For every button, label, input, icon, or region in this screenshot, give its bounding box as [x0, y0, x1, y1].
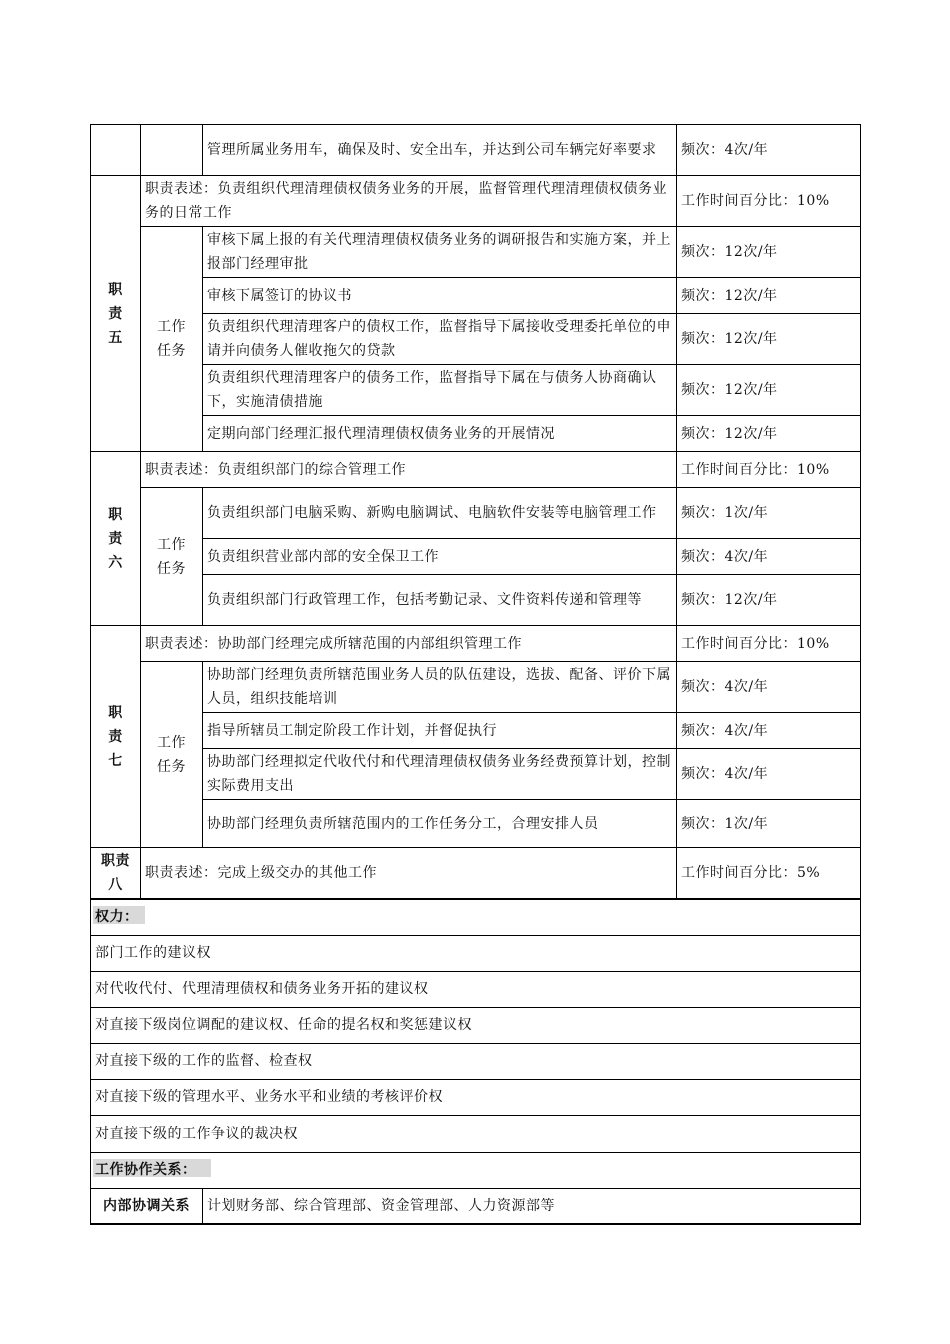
task-text: 负责组织营业部内部的安全保卫工作	[203, 539, 677, 575]
power-item: 对代收代付、代理清理债权和债务业务开拓的建议权	[91, 971, 861, 1007]
powers-header: 权力：	[91, 899, 861, 935]
duty-seven-statement: 职责表述：协助部门经理完成所辖范围的内部组织管理工作	[141, 626, 677, 662]
table-row	[91, 626, 861, 662]
table-row	[91, 314, 861, 365]
table-row	[91, 278, 861, 314]
table-row	[91, 1152, 861, 1188]
duty-eight-statement: 职责表述：完成上级交办的其他工作	[141, 848, 677, 900]
duty-six-task-label: 工作 任务	[141, 488, 203, 626]
duty-five-label: 职 责 五	[91, 176, 141, 452]
table-row	[91, 662, 861, 713]
task-text: 负责组织部门电脑采购、新购电脑调试、电脑软件安装等电脑管理工作	[203, 488, 677, 539]
duty-five-percent: 工作时间百分比：10%	[677, 176, 861, 227]
table-row	[91, 488, 861, 539]
table-row	[91, 800, 861, 848]
list-item	[91, 1007, 861, 1043]
task-text: 协助部门经理负责所辖范围业务人员的队伍建设，选拔、配备、评价下属人员，组织技能培训	[203, 662, 677, 713]
duty-five-task-label: 工作 任务	[141, 227, 203, 452]
job-description-page	[90, 124, 860, 1225]
task-frequency: 频次：12次/年	[677, 227, 861, 278]
task-text: 负责组织代理清理客户的债务工作，监督指导下属在与债务人协商确认下，实施清债措施	[203, 365, 677, 416]
power-item: 对直接下级岗位调配的建议权、任命的提名权和奖惩建议权	[91, 1007, 861, 1043]
duty-six-percent: 工作时间百分比：10%	[677, 452, 861, 488]
task-frequency: 频次：1次/年	[677, 488, 861, 539]
task-frequency: 频次：12次/年	[677, 575, 861, 626]
list-item	[91, 1043, 861, 1079]
power-item: 对直接下级的管理水平、业务水平和业绩的考核评价权	[91, 1079, 861, 1115]
empty-cell	[141, 125, 203, 176]
power-item: 部门工作的建议权	[91, 935, 861, 971]
list-item	[91, 1079, 861, 1115]
task-text: 负责组织代理清理客户的债权工作，监督指导下属接收受理委托单位的申请并向债务人催收拖欠的贷款	[203, 314, 677, 365]
task-frequency: 频次：12次/年	[677, 416, 861, 452]
table-row	[91, 452, 861, 488]
table-row	[91, 227, 861, 278]
task-text: 审核下属签订的协议书	[203, 278, 677, 314]
empty-cell	[91, 125, 141, 176]
table-row	[91, 176, 861, 227]
duty-seven-label: 职 责 七	[91, 626, 141, 848]
table-row	[91, 1188, 861, 1224]
duty-six-label: 职 责 六	[91, 452, 141, 626]
table-row	[91, 365, 861, 416]
task-frequency: 频次：4次/年	[677, 749, 861, 800]
table-row	[91, 713, 861, 749]
table-row	[91, 125, 861, 176]
task-text: 协助部门经理拟定代收代付和代理清理债权债务业务经费预算计划，控制实际费用支出	[203, 749, 677, 800]
task-frequency: 频次：4次/年	[677, 125, 861, 176]
duty-six-statement: 职责表述：负责组织部门的综合管理工作	[141, 452, 677, 488]
task-frequency: 频次：12次/年	[677, 365, 861, 416]
duty-seven-task-label: 工作 任务	[141, 662, 203, 848]
internal-relation-value: 计划财务部、综合管理部、资金管理部、人力资源部等	[203, 1188, 861, 1224]
list-item	[91, 971, 861, 1007]
task-text: 协助部门经理负责所辖范围内的工作任务分工，合理安排人员	[203, 800, 677, 848]
table-row	[91, 539, 861, 575]
duty-five-statement: 职责表述：负责组织代理清理债权债务业务的开展，监督管理代理清理债权债务业务的日常工作	[141, 176, 677, 227]
task-text: 负责组织部门行政管理工作，包括考勤记录、文件资料传递和管理等	[203, 575, 677, 626]
duty-eight-percent: 工作时间百分比：5%	[677, 848, 861, 900]
task-frequency: 频次：4次/年	[677, 539, 861, 575]
task-frequency: 频次：12次/年	[677, 314, 861, 365]
list-item	[91, 1115, 861, 1152]
task-text: 管理所属业务用车，确保及时、安全出车，并达到公司车辆完好率要求	[203, 125, 677, 176]
duty-eight-label: 职责 八	[91, 848, 141, 900]
power-item: 对直接下级的工作的监督、检查权	[91, 1043, 861, 1079]
cooperation-header: 工作协作关系：	[91, 1152, 861, 1188]
responsibility-table	[90, 124, 861, 1225]
task-text: 指导所辖员工制定阶段工作计划，并督促执行	[203, 713, 677, 749]
table-row	[91, 416, 861, 452]
table-row	[91, 749, 861, 800]
task-frequency: 频次：4次/年	[677, 662, 861, 713]
list-item	[91, 935, 861, 971]
power-item: 对直接下级的工作争议的裁决权	[91, 1115, 861, 1152]
table-row	[91, 899, 861, 935]
internal-relation-label: 内部协调关系	[91, 1188, 203, 1224]
task-text: 定期向部门经理汇报代理清理债权债务业务的开展情况	[203, 416, 677, 452]
task-frequency: 频次：4次/年	[677, 713, 861, 749]
task-frequency: 频次：1次/年	[677, 800, 861, 848]
table-row	[91, 848, 861, 900]
task-frequency: 频次：12次/年	[677, 278, 861, 314]
duty-seven-percent: 工作时间百分比：10%	[677, 626, 861, 662]
table-row	[91, 575, 861, 626]
task-text: 审核下属上报的有关代理清理债权债务业务的调研报告和实施方案，并上报部门经理审批	[203, 227, 677, 278]
